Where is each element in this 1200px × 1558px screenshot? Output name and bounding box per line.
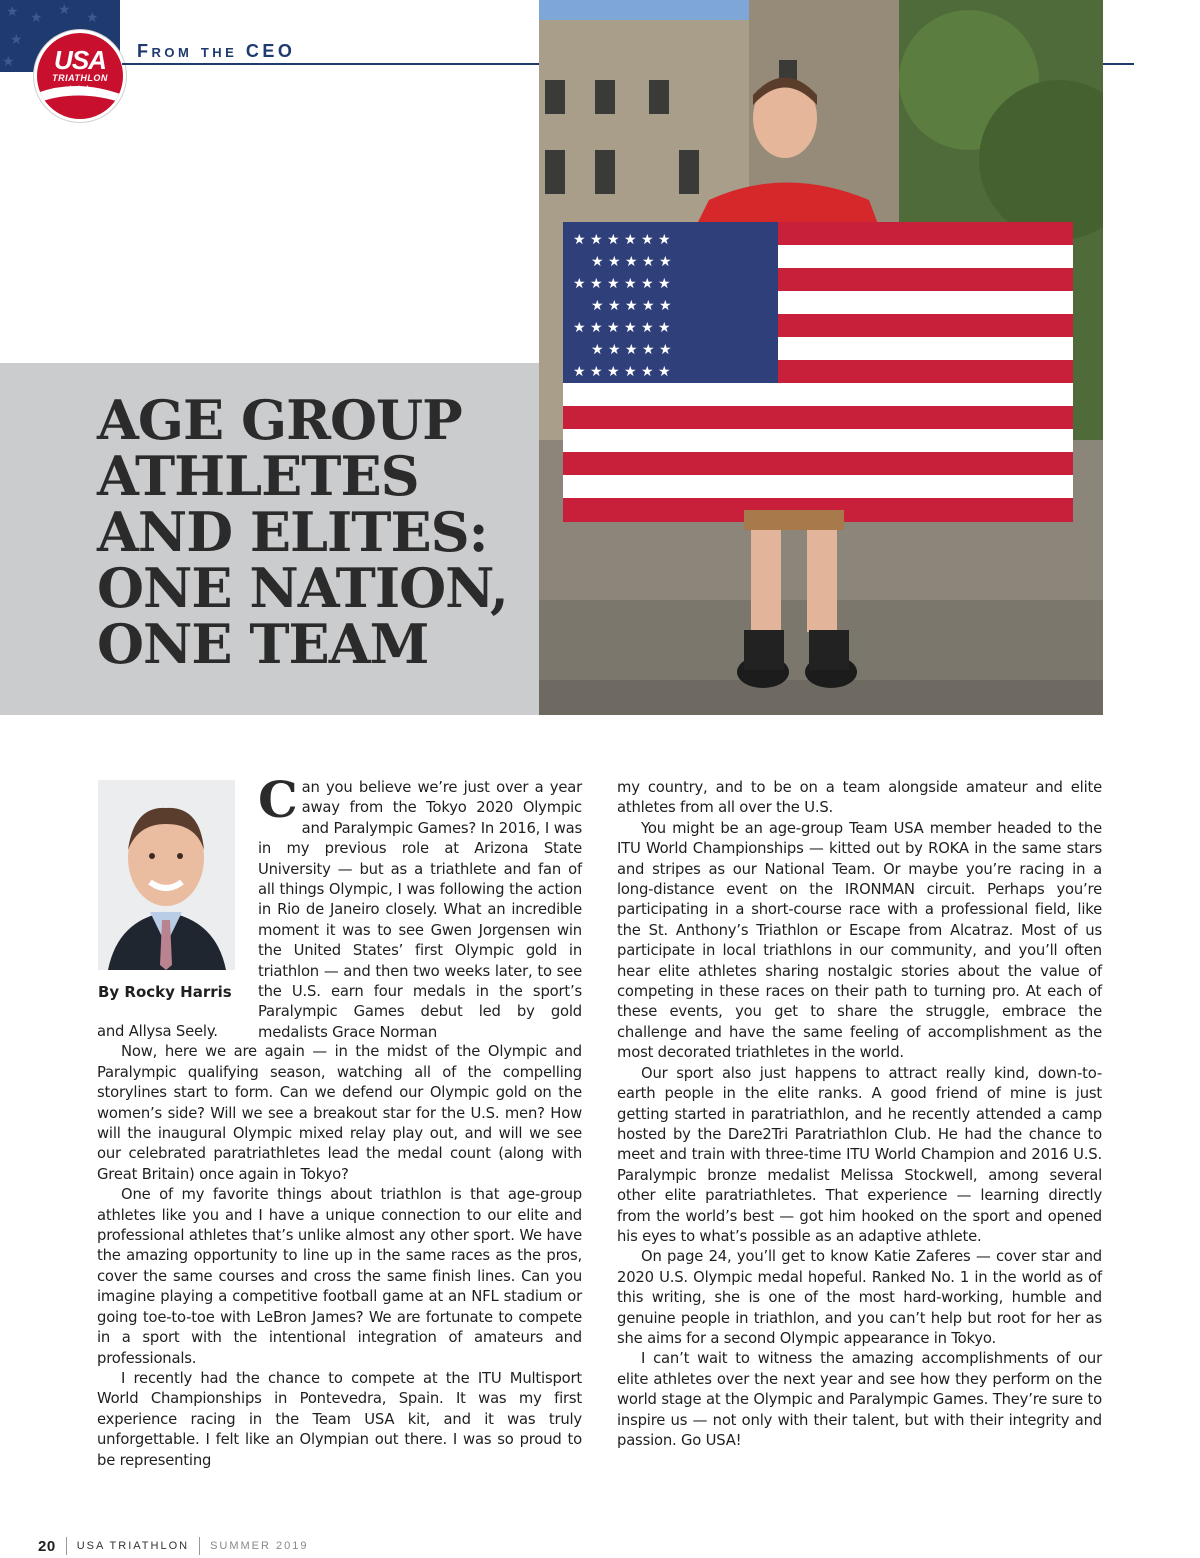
dropcap: C xyxy=(258,770,298,829)
intro-continued: and Allysa Seely. xyxy=(97,1023,218,1040)
intro-text: an you believe we’re just over a year away from the Tokyo 2020 Olympic and Paralympic Games? In 2016, I was in my previous role at Arizona State University — but as a triathlete and fan of all things Olympic, I was following the action in Rio de Janeiro closely. What an incredible moment it was to see Gwen Jorgensen win the United States’ first Olympic gold in triathlon — and then two weeks later, to see the U.S. earn four medals in the sport’s Paralympic Games debut led by gold medalists Grace Norman xyxy=(258,779,582,1041)
article-right-column xyxy=(617,778,1102,1451)
page-number: 20 xyxy=(38,1537,56,1555)
headline-line: ONE NATION, xyxy=(97,556,508,620)
usa-triathlon-logo xyxy=(34,30,126,122)
photo-illustration xyxy=(539,0,1103,715)
footer-divider xyxy=(199,1537,200,1555)
article-paragraph: Our sport also just happens to attract really kind, down-to-earth people in the elite ranks. A good friend of mine is just getting started in paratriathlon, and he recently attended a camp hosted by the Dare2Tri Paratriathlon Club. He had the chance to meet and train with three-time ITU World Champion and 2016 U.S. Paralympic bronze medalist Melissa Stockwell, among several other elite paratriathletes. That experience — learning directly from the world’s best — got him hooked on the sport and opened his eyes to what’s possible as an adaptive athlete. xyxy=(617,1064,1102,1245)
logo-stars-icon: ★★★ xyxy=(67,85,93,92)
article-paragraph: Now, here we are again — in the midst of the Olympic and Paralympic qualifying season, watching all of the compelling storylines start to form. Can we defend our Olympic gold on the women’s side? Will we see a breakout star for the U.S. men? How will the inaugural Olympic mixed relay play out, and will we see our celebrated paratriathletes lead the medal count (along with Great Britain) once again in Tokyo? xyxy=(97,1043,582,1183)
author-byline: By Rocky Harris xyxy=(98,983,232,1001)
svg-text:★ ★ ★ ★ ★ ★: ★ ★ ★ ★ ★ ★ xyxy=(573,320,671,336)
portrait-illustration xyxy=(98,780,235,970)
logo-usa-text: USA xyxy=(54,45,106,75)
headline-line: AND ELITES: xyxy=(97,500,488,564)
section-label: From the CEO xyxy=(137,41,296,61)
footer-divider xyxy=(66,1537,67,1555)
svg-text:★ ★ ★ ★ ★: ★ ★ ★ ★ ★ xyxy=(591,254,672,270)
article-headline xyxy=(97,388,537,676)
headline-line: ONE TEAM xyxy=(97,612,429,676)
svg-text:★: ★ xyxy=(30,10,43,26)
author-portrait xyxy=(98,780,235,970)
svg-text:★ ★ ★ ★ ★ ★: ★ ★ ★ ★ ★ ★ xyxy=(573,276,671,292)
svg-text:★: ★ xyxy=(10,32,23,48)
article-paragraph: One of my favorite things about triathlon is that age-group athletes like you and I have a unique connection to our elite and professional athletes that’s unlike almost any other sport. We have the amazing opportunity to line up in the same races as the pros, cover the same courses and cross the same finish lines. Can you imagine playing a competitive football game at an NFL stadium or going toe-to-toe with LeBron James? We are fortunate to compete in a sport with the intentional integration of amateurs and professionals. xyxy=(97,1186,582,1367)
svg-text:★ ★ ★ ★ ★: ★ ★ ★ ★ ★ xyxy=(591,342,672,358)
publication-name: USA TRIATHLON xyxy=(76,1540,190,1552)
article-left-column xyxy=(97,1022,582,1471)
svg-text:★: ★ xyxy=(58,2,71,18)
article-intro-column xyxy=(258,770,582,1043)
article-paragraph: On page 24, you’ll get to know Katie Zaferes — cover star and 2020 U.S. Olympic medal hopeful. Ranked No. 1 in the world as of this writing, she is one of the most hard-working, humble and genuine people in triathlon, and you can’t help but root for her as she aims for a second Olympic appearance in Tokyo. xyxy=(617,1248,1102,1347)
logo-triathlon-text: TRIATHLON xyxy=(52,73,108,83)
article-paragraph: You might be an age-group Team USA member headed to the ITU World Championships — kitted out by ROKA in the same stars and stripes as our National Team. Or maybe you’re racing in a long-distance event on the IRONMAN circuit. Perhaps you’re participating in a short-course race with a professional field, like the St. Anthony’s Triathlon or Escape from Alcatraz. Most of us participate in local triathlons in our community, and you’ll often hear elite athletes sharing nostalgic stories about the value of competing in these races on their path to turning pro. At each of these events, you get to share the struggle, embrace the challenge and have the same feeling of accomplishment as the most decorated triathletes in the world. xyxy=(617,819,1102,1062)
article-paragraph: I can’t wait to witness the amazing accomplishments of our elite athletes over the next year and see how they perform on the world stage at the Olympic and Paralympic Games. They’re sure to inspire us — not only with their talent, but with their integrity and passion. Go USA! xyxy=(617,1350,1102,1449)
page-footer xyxy=(38,1537,309,1555)
intro-paragraph xyxy=(258,770,582,1043)
headline-line: AGE GROUP xyxy=(97,388,462,452)
svg-text:★ ★ ★ ★ ★: ★ ★ ★ ★ ★ xyxy=(591,298,672,314)
svg-text:★ ★ ★ ★ ★ ★: ★ ★ ★ ★ ★ ★ xyxy=(573,364,671,380)
svg-text:★: ★ xyxy=(6,4,19,20)
feature-photo xyxy=(539,0,1103,715)
svg-text:★: ★ xyxy=(2,54,15,70)
article-paragraph: I recently had the chance to compete at the ITU Multisport World Championships in Pontevedra, Spain. It was my first experience racing in the Team USA kit, and it was truly unforgettable. I felt like an Olympian out there. I was so proud to be representing xyxy=(97,1369,582,1469)
headline-line: ATHLETES xyxy=(97,444,419,508)
issue-date: SUMMER 2019 xyxy=(210,1540,309,1552)
svg-text:★ ★ ★ ★ ★ ★: ★ ★ ★ ★ ★ ★ xyxy=(573,232,671,248)
article-paragraph-continued: my country, and to be on a team alongside amateur and elite athletes from all over the U.S. xyxy=(617,779,1102,817)
svg-text:★: ★ xyxy=(86,10,99,26)
